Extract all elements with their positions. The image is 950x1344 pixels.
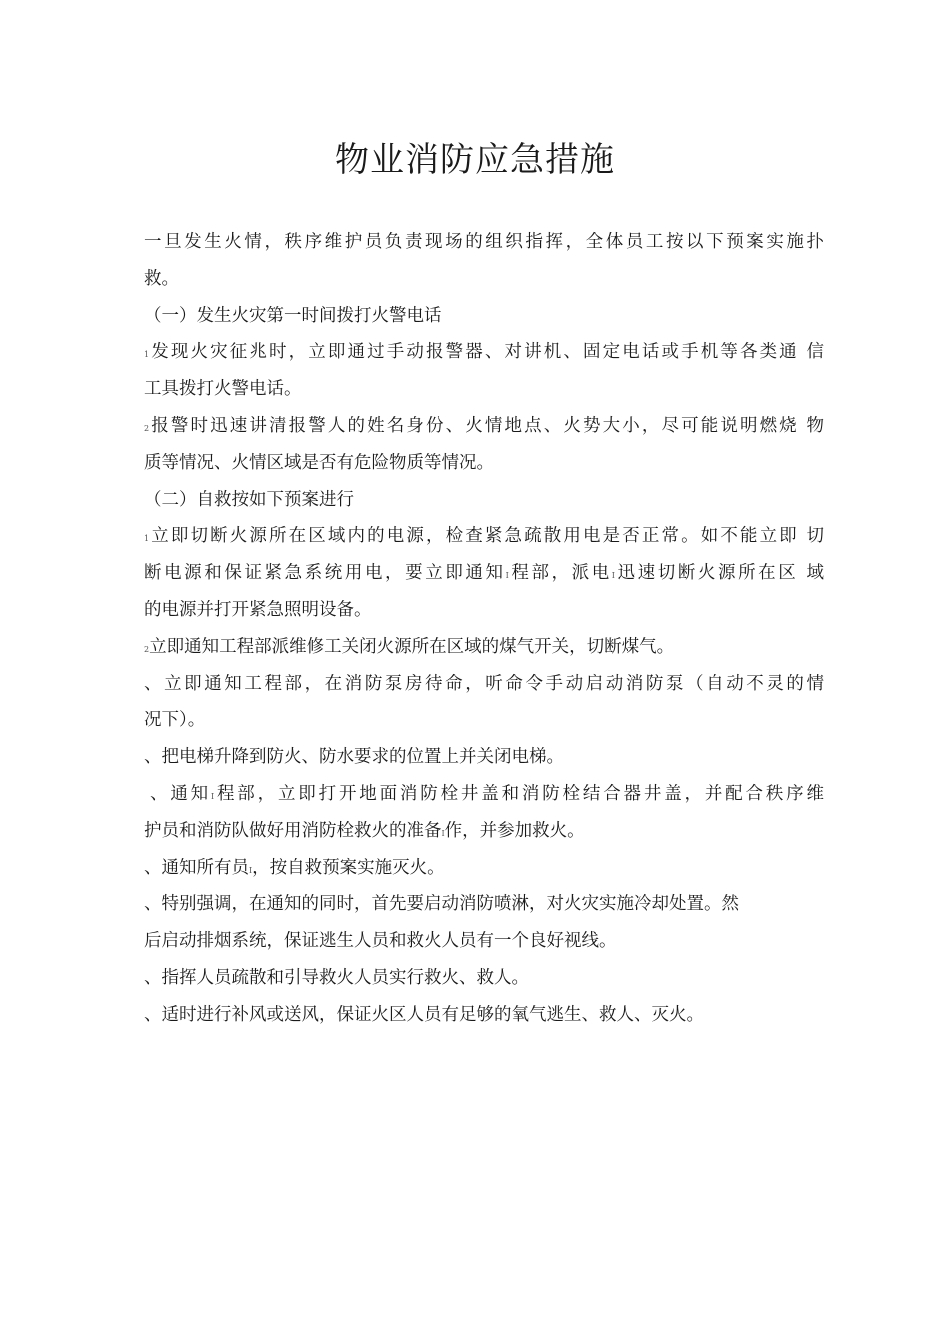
text-run: 迅速切断火源所在区 域 <box>614 563 825 584</box>
text-run: 、把电梯升降到防火、防水要求的位置上并关闭电梯。 <box>144 747 564 768</box>
section-heading-2 <box>144 482 824 519</box>
list-item-line <box>144 702 824 739</box>
document-body <box>144 224 824 1034</box>
text-run: 、适时进行补风或送风，保证火区人员有足够的氧气逃生、救人、灭火。 <box>144 1004 704 1025</box>
text-run: 断电源和保证紧急系统用电，要立即通知 <box>144 563 506 584</box>
list-item-line <box>144 629 824 666</box>
list-marker: 1 <box>144 350 150 360</box>
text-run: ，按自救预案实施灭火。 <box>252 857 445 878</box>
text-run: 况下）。 <box>144 710 206 731</box>
text-run: （一）发生火灾第一时间拨打火警电话 <box>144 305 442 326</box>
list-marker: I <box>210 791 215 801</box>
text-run: 报警时迅速讲清报警人的姓名身份、火情地点、火势大小，尽可能说明燃烧 物 <box>149 415 824 436</box>
list-item-line <box>144 850 824 887</box>
text-run: 一旦发生火情，秩序维护员负责现场的组织指挥，全体员工按以下预案实施扑 <box>144 232 824 252</box>
list-item-line <box>144 518 824 555</box>
text-run: 质等情况、火情区域是否有危险物质等情况。 <box>144 452 494 473</box>
section-heading-1 <box>144 298 824 335</box>
text-run: 、通知所有员 <box>144 857 249 878</box>
list-item-line <box>144 886 824 923</box>
list-item-line <box>144 739 824 776</box>
paragraph-line <box>144 261 824 298</box>
text-run: 、通知 <box>150 783 211 804</box>
list-marker: I <box>441 828 445 838</box>
list-marker: I <box>505 571 509 581</box>
list-item-line <box>144 371 824 408</box>
text-run: 、特别强调，在通知的同时，首先要启动消防喷淋，对火灾实施冷却处置。然 <box>144 894 739 915</box>
list-marker: I <box>249 865 253 875</box>
text-run: 立即通知工程部派维修工关闭火源所在区域的煤气开关，切断煤气。 <box>149 636 675 657</box>
list-item-line <box>144 960 824 997</box>
list-item-line <box>144 555 824 592</box>
paragraph-line <box>144 224 824 261</box>
list-item-line <box>144 923 824 960</box>
list-marker: I <box>611 571 615 581</box>
text-run: 程部，立即打开地面消防栓井盖和消防栓结合器井盖，并配合秩序维 <box>214 783 824 804</box>
text-run: （二）自救按如下预案进行 <box>144 489 354 510</box>
list-item-line <box>144 813 824 850</box>
list-marker: 2 <box>144 644 150 654</box>
text-run: 作，并参加救火。 <box>444 820 585 841</box>
list-item-line <box>144 666 824 703</box>
text-run: 立即切断火源所在区域内的电源，检查紧急疏散用电是否正常。如不能立即 切 <box>149 526 824 547</box>
text-run: 程部，派电 <box>508 563 612 584</box>
text-run: 护员和消防队做好用消防栓救火的准备 <box>144 820 442 841</box>
text-run: 救。 <box>144 268 179 289</box>
list-item-line <box>144 445 824 482</box>
list-item-line <box>144 334 824 371</box>
page-title: 物业消防应急措施 <box>335 140 615 180</box>
list-item-line <box>144 997 824 1034</box>
text-run: 工具拨打火警电话。 <box>144 379 302 400</box>
list-marker: 2 <box>144 423 150 433</box>
text-run: 的电源并打开紧急照明设备。 <box>144 599 372 620</box>
text-run: 发现火灾征兆时，立即通过手动报警器、对讲机、固定电话或手机等各类通 信 <box>149 342 824 363</box>
list-item-line <box>144 776 824 813</box>
list-marker: 1 <box>144 534 150 544</box>
text-run: 后启动排烟系统，保证逃生人员和救火人员有一个良好视线。 <box>144 931 617 952</box>
list-item-line <box>144 408 824 445</box>
text-run: 、立即通知工程部，在消防泵房待命，听命令手动启动消防泵（自动不灵的情 <box>144 673 824 694</box>
list-item-line <box>144 592 824 629</box>
text-run: 、指挥人员疏散和引导救火人员实行救火、救人。 <box>144 967 529 988</box>
